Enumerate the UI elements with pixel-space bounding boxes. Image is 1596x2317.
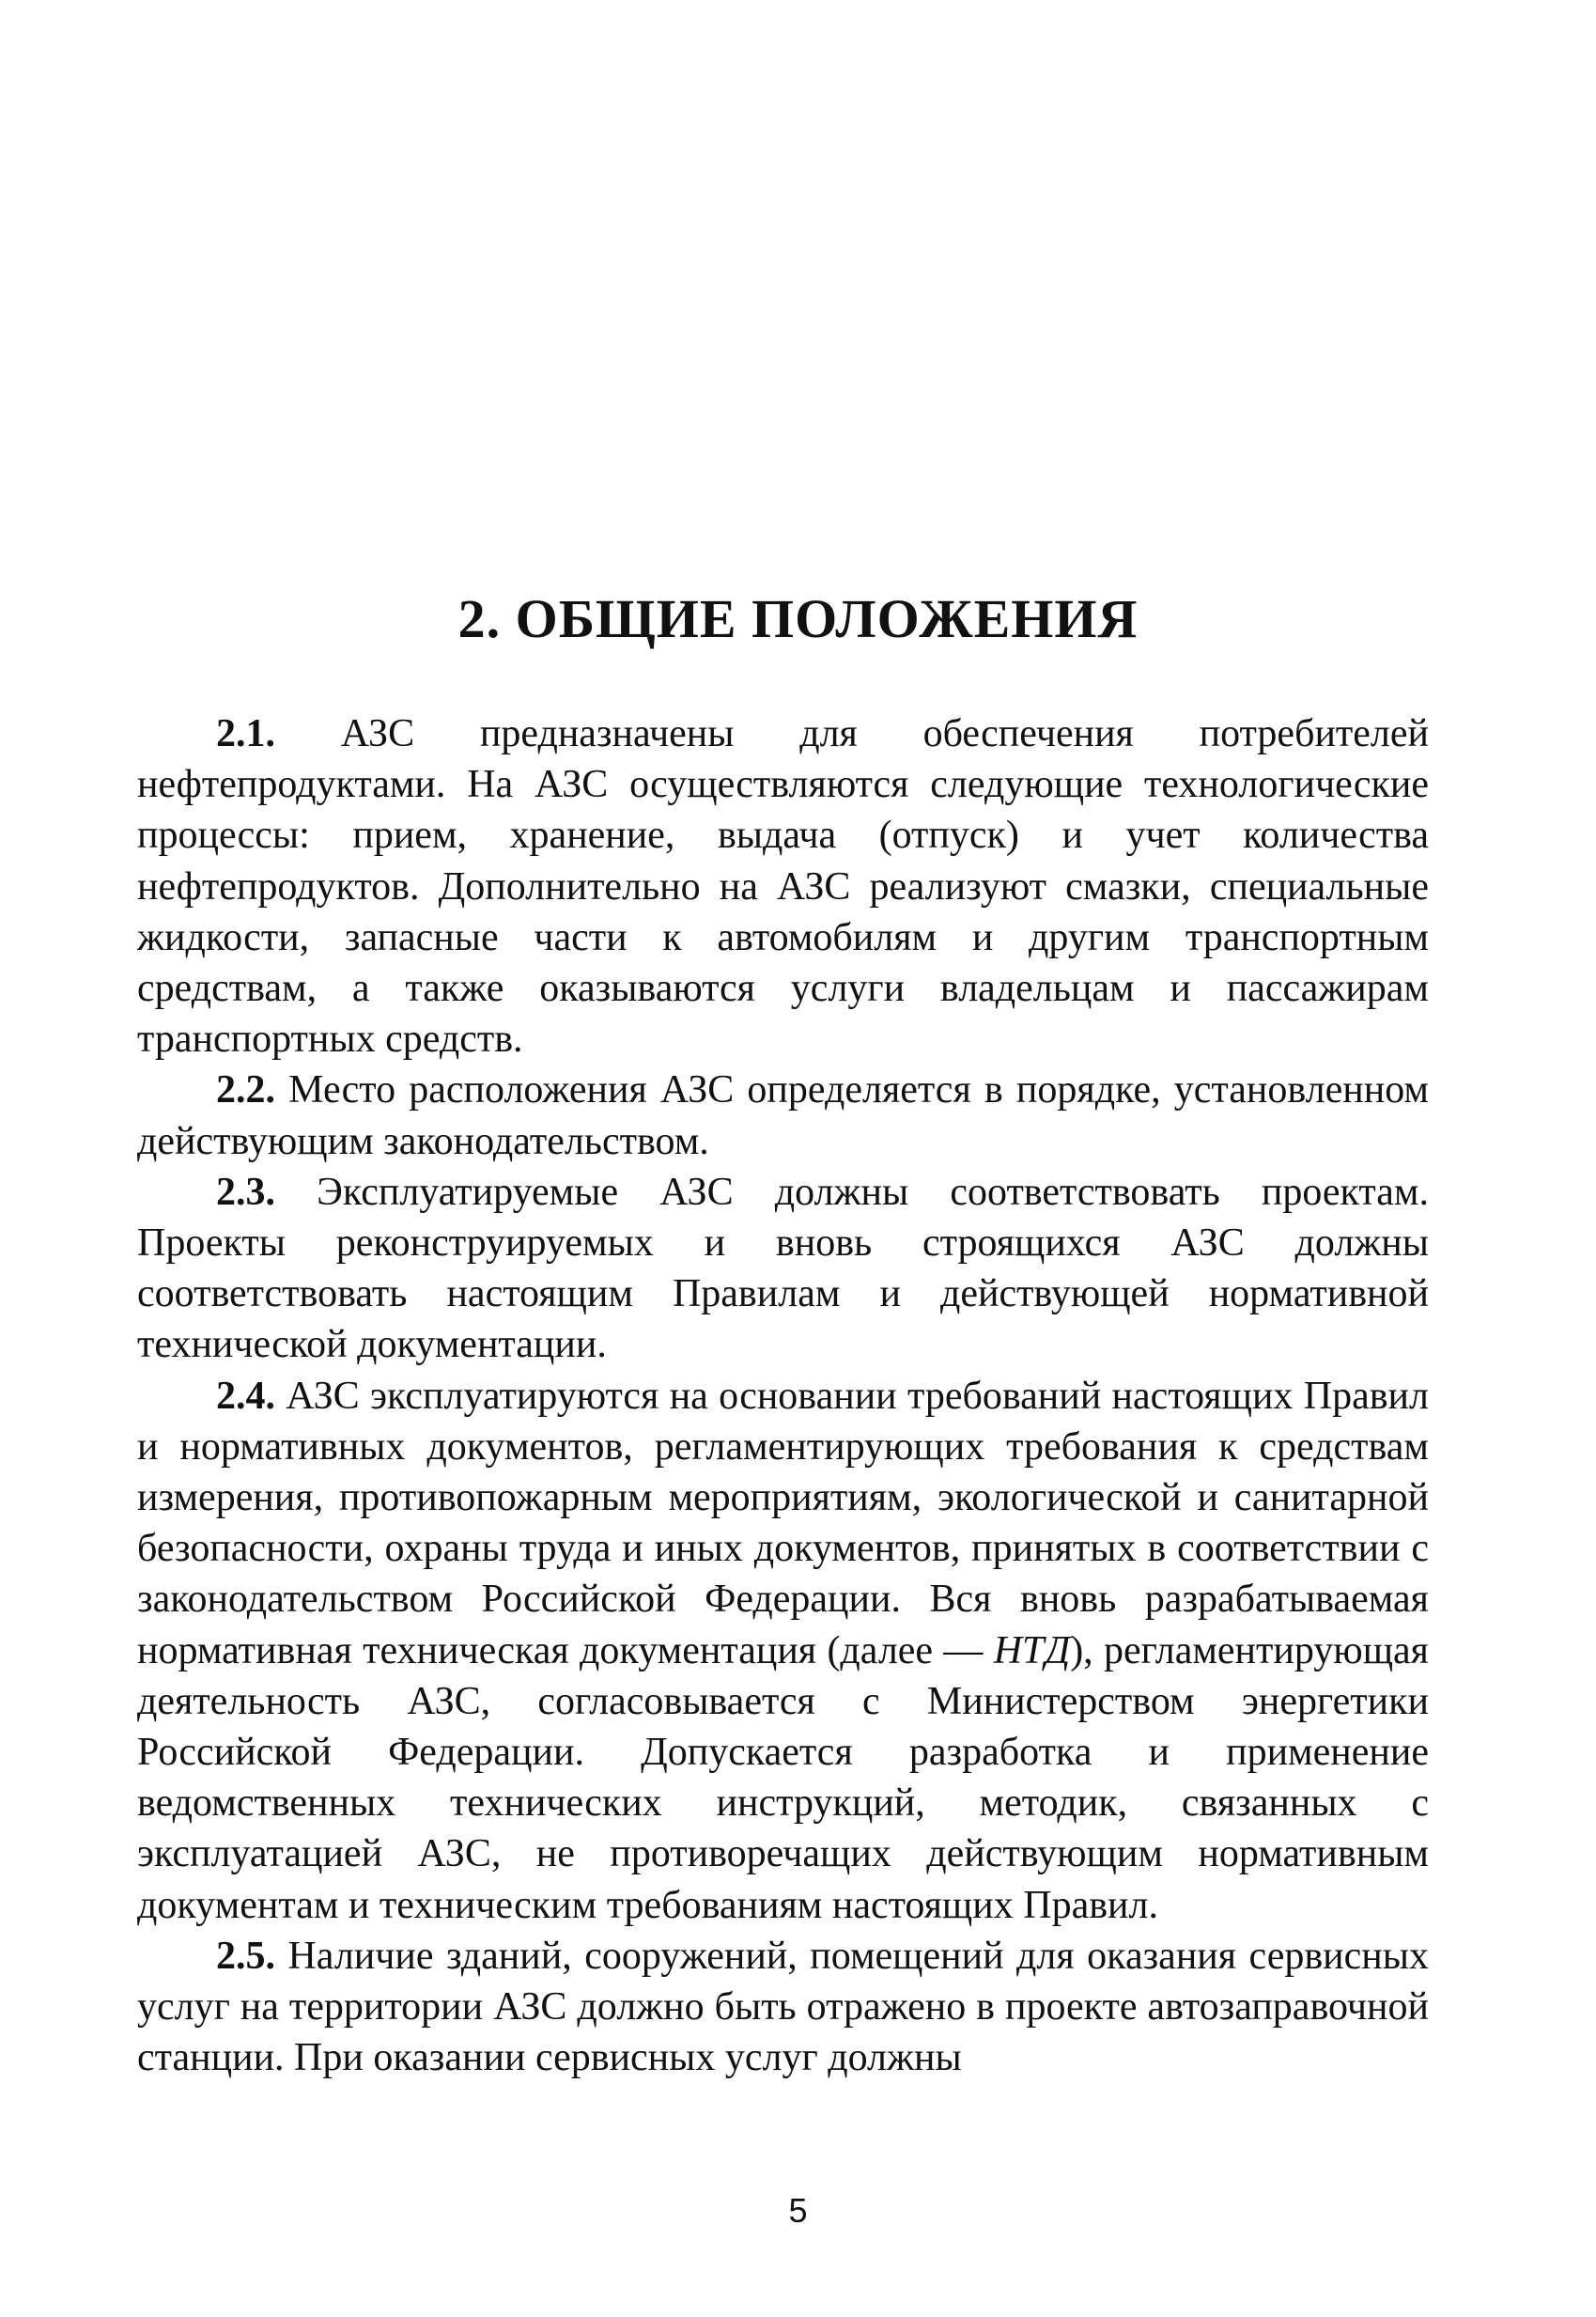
paragraph-number: 2.4.: [216, 1374, 275, 1418]
paragraph-2-2: [137, 1065, 1429, 1166]
paragraph-text: Место расположения АЗС определяется в порядке, установленном действующим законодательством.: [137, 1068, 1429, 1163]
page-number: 5: [788, 2191, 808, 2230]
paragraph-text: АЗС эксплуатируются на основании требований настоящих Правил и нормативных документов, регламентирующих требования к средствам измерения, противопожарным мероприятиям, экологической и санитарной безопасности, охраны труда и иных документов, принятых в соответствии с законодательством Российской Федерации. Вся вновь разрабатываемая нормативная техническая документация (далее —: [137, 1374, 1429, 1672]
section-heading: 2. ОБЩИЕ ПОЛОЖЕНИЯ: [457, 588, 1139, 649]
paragraph-2-4: [137, 1371, 1429, 1931]
paragraph-number: 2.1.: [216, 712, 275, 755]
paragraph-number: 2.5.: [216, 1934, 275, 1978]
paragraph-text: Эксплуатируемые АЗС должны соответствовать проектам. Проекты реконструируемых и вновь строящихся АЗС должны соответствовать настоящим Правилам и действующей нормативной технической документации.: [137, 1170, 1429, 1367]
abbreviation-ntd: НТД: [993, 1628, 1071, 1672]
paragraph-2-5: [137, 1931, 1429, 2084]
paragraph-text: Наличие зданий, сооружений, помещений для оказания сервисных услуг на территории АЗС должно быть отражено в проекте автозаправочной станции. При оказании сервисных услуг должны: [137, 1934, 1429, 2080]
paragraph-2-1: [137, 708, 1429, 1065]
paragraph-2-3: [137, 1167, 1429, 1371]
paragraph-text: АЗС предназначены для обеспечения потребителей нефтепродуктами. На АЗС осуществляются следующие технологические процессы: прием, хранение, выдача (отпуск) и учет количества нефтепродуктов. Дополнительно на АЗС реализуют смазки, специальные жидкости, запасные части к автомобилям и другим транспортным средствам, а также оказываются услуги владельцам и пассажирам транспортных средств.: [137, 712, 1429, 1062]
paragraph-text-continued: ), регламентирующая деятельность АЗС, согласовывается с Министерством энергетики Российской Федерации. Допускается разработка и применение ведомственных технических инструкций, методик, связанных с эксплуатацией АЗС, не противоречащих действующим нормативным документам и техническим требованиям настоящих Правил.: [137, 1628, 1429, 1927]
paragraph-number: 2.3.: [216, 1170, 275, 1214]
body-text: [137, 708, 1429, 2083]
paragraph-number: 2.2.: [216, 1068, 275, 1112]
